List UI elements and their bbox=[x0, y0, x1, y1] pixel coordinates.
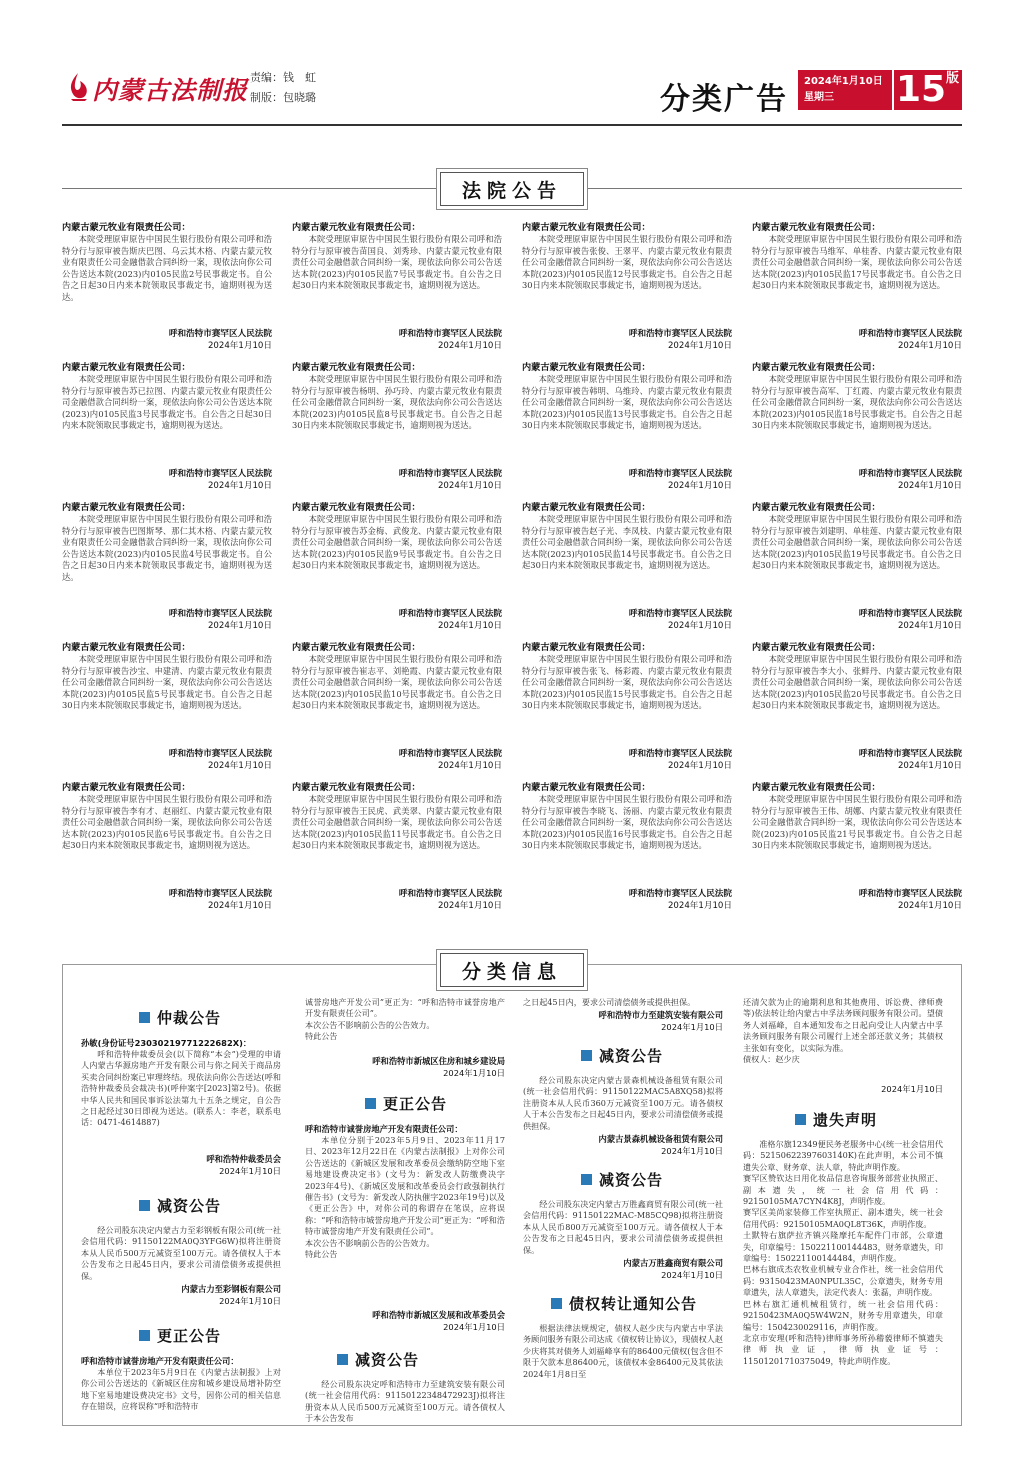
ad-body: 经公司股东决定内蒙古力至彩钢板有限公司(统一社会信用代码：91150122MA0Q3YFG6W)拟将注册资本从人民币500万元减资至100万元。请各债权人于本公告发布之日起45日内，要求公司清偿债务或提供担保。 bbox=[81, 1225, 281, 1281]
notice-addressee: 内蒙古蒙元牧业有限责任公司： bbox=[292, 362, 421, 373]
notice-date: 2024年1月10日 bbox=[897, 901, 962, 911]
issue-weekday: 星期三 bbox=[804, 92, 834, 103]
notice-body: 本院受理原审原告中国民生银行股份有限公司呼和浩特分行与原审被告沙宝、申建清、内蒙古蒙元牧业有限责任公司金融借款合同纠纷一案，现依法向你公司公告送达本院(2023)内0105民监5号民事裁定书。自公告之日起30日内来本院领取民事裁定书，逾期则视为送达。 bbox=[62, 654, 272, 711]
logo-text: 内蒙古法制报 bbox=[92, 76, 249, 105]
page-suffix: 版 bbox=[945, 71, 959, 86]
ad-signature: 呼和浩特市力至建筑安装有限公司 bbox=[598, 1010, 723, 1020]
issue-date: 2024年1月10日 bbox=[804, 76, 883, 87]
notice-date: 2024年1月10日 bbox=[667, 901, 732, 911]
page-number-box bbox=[894, 70, 962, 110]
court-notice bbox=[752, 502, 962, 642]
newspaper-logo[interactable] bbox=[62, 70, 249, 105]
court-section-banner bbox=[62, 172, 962, 206]
notice-court: 呼和浩特市赛罕区人民法院 bbox=[398, 469, 502, 479]
editor-line: 责编：钱 虹 bbox=[250, 71, 316, 84]
notice-court: 呼和浩特市赛罕区人民法院 bbox=[398, 889, 502, 899]
notice-court: 呼和浩特市赛罕区人民法院 bbox=[858, 609, 962, 619]
ad-body: 本单位于2023年5月9日在《内蒙古法制报》上对你公司公告送达的《新城区住房和城乡建设局增补防空地下室易地建设费决定书》文号，因你公司的相关信息存在错误，应将误称“呼和浩特市 bbox=[81, 1367, 281, 1412]
notice-addressee: 内蒙古蒙元牧业有限责任公司： bbox=[522, 642, 651, 653]
notice-body: 本院受理原审原告中国民生银行股份有限公司呼和浩特分行与原审被告李晓飞、汤丽、内蒙古蒙元牧业有限责任公司金融借款合同纠纷一案，现依法向你公司公告送达本院(2023)内0105民监16号民事裁定书。自公告之日起30日内来本院领取民事裁定书，逾期则视为送达。 bbox=[522, 794, 732, 851]
notice-date: 2024年1月10日 bbox=[437, 341, 502, 351]
court-notice bbox=[292, 222, 502, 362]
notice-body: 本院受理原审原告中国民生银行股份有限公司呼和浩特分行与原审被告张飞、杨彩霞、内蒙古蒙元牧业有限责任公司金融借款合同纠纷一案，现依法向你公司公告送达本院(2023)内0105民监15号民事裁定书。自公告之日起30日内来本院领取民事裁定书，逾期则视为送达。 bbox=[522, 654, 732, 711]
heading-square-icon bbox=[551, 1298, 562, 1309]
notice-court: 呼和浩特市赛罕区人民法院 bbox=[168, 469, 272, 479]
court-notice bbox=[752, 362, 962, 502]
ad-body: 本单位分别于2023年5月9日、2023年11月17日、2023年12月22日在《内蒙古法制报》上对你公司公告送达的《新城区发展和改革委员会缴纳防空地下室易地建设费决定书》(文号为：新发改人防缴费决字2023年4号)、《新城区发展和改革委员会行政强制执行催告书》(文号为：新发改人防执催字2023年19号)以及《更正公告》中，对你公司的称谓存在笔误，应将误称：“呼和浩特市城誉房地产开发公司”更正为：“呼和浩特市诚誉房地产开发有限责任公司”。 本次公告不影响前公告的公告效力。 特此公告 bbox=[305, 1135, 505, 1260]
ad-date: 2024年1月10日 bbox=[219, 1166, 281, 1176]
masthead-rule bbox=[62, 124, 962, 126]
ad-heading bbox=[523, 1043, 723, 1069]
notice-body: 本院受理原审原告中国民生银行股份有限公司呼和浩特分行与原审被告巴图斯琴、那仁其木格、内蒙古蒙元牧业有限责任公司金融借款合同纠纷一案，现依法向你公司公告送达本院(2023)内0105民监4号民事裁定书。自公告之日起30日内来本院领取民事裁定书，逾期则视为送达。 bbox=[62, 514, 272, 582]
ad-heading bbox=[81, 1323, 281, 1349]
ad-body: 呼和浩特仲裁委员会(以下简称“本会”)受理的申请人内蒙古华源房地产开发有限公司与你之间关于商品房买卖合同纠纷案已审理终结。现依法向你公告送达(呼和浩特仲裁委员会裁决书)(呼仲案字[2023]第2号)。依据中华人民共和国民事诉讼法第九十五条之规定，自公告之日起经过30日即视为送达。(联系人：李老，联系电话：0471-4614887) bbox=[81, 1049, 281, 1128]
notice-date: 2024年1月10日 bbox=[667, 621, 732, 631]
notice-date: 2024年1月10日 bbox=[207, 901, 272, 911]
ad-title: 减资公告 bbox=[157, 1197, 222, 1215]
ad-body: 根据法律法规规定，债权人赵少庆与内蒙古中孚法务顾问服务有限公司达成《债权转让协议》，现债权人赵少庆将其对债务人刘福峰享有的86400元债权(包含但不限于欠款本息86400元，该债权本金86400元及其依法2024年1月8日至 bbox=[523, 1323, 723, 1379]
notice-body: 本院受理原审原告中国民生银行股份有限公司呼和浩特分行与原审被告韩明、乌维玲、内蒙古蒙元牧业有限责任公司金融借款合同纠纷一案，现依法向你公司公告送达本院(2023)内0105民监13号民事裁定书。自公告之日起30日内来本院领取民事裁定书，逾期则视为送达。 bbox=[522, 374, 732, 431]
notice-court: 呼和浩特市赛罕区人民法院 bbox=[628, 469, 732, 479]
classified-column-4 bbox=[743, 997, 943, 1371]
court-notice bbox=[522, 222, 732, 362]
court-notice bbox=[62, 362, 272, 502]
heading-square-icon bbox=[139, 1200, 150, 1211]
ad-body-continued: 还清欠款为止的逾期利息和其他费用、诉讼费、律师费等)依法转让给内蒙古中孚法务顾问服务有限公司。望债务人刘福峰，自本通知发布之日起向受让人内蒙古中孚法务顾问服务有限公司履行上述全部还款义务；其债权主张如有变化，以实际为准。 债权人：赵少庆 bbox=[743, 997, 943, 1065]
ad-title: 减资公告 bbox=[599, 1047, 664, 1065]
heading-square-icon bbox=[139, 1330, 150, 1341]
notice-body: 本院受理原审原告中国民生银行股份有限公司呼和浩特分行与原审被告高军、丁红霞、内蒙古蒙元牧业有限责任公司金融借款合同纠纷一案，现依法向你公司公告送达本院(2023)内0105民监18号民事裁定书。自公告之日起30日内来本院领取民事裁定书，逾期则视为送达。 bbox=[752, 374, 962, 431]
notice-body: 本院受理原审原告中国民生银行股份有限公司呼和浩特分行与原审被告苏金梅、武俊龙、内蒙古蒙元牧业有限责任公司金融借款合同纠纷一案，现依法向你公司公告送达本院(2023)内0105民监9号民事裁定书。自公告之日起30日内来本院领取民事裁定书，逾期则视为送达。 bbox=[292, 514, 502, 571]
notice-court: 呼和浩特市赛罕区人民法院 bbox=[398, 329, 502, 339]
banner-frame bbox=[440, 953, 584, 987]
ad-date: 2024年1月10日 bbox=[219, 1296, 281, 1306]
court-section-title: 法院公告 bbox=[461, 180, 562, 202]
ad-signature: 内蒙古力至彩钢板有限公司 bbox=[181, 1284, 281, 1294]
notice-body: 本院受理原审原告中国民生银行股份有限公司呼和浩特分行与原审被告李有才、赵丽红、内蒙古蒙元牧业有限责任公司金融借款合同纠纷一案，现依法向你公司公告送达本院(2023)内0105民监6号民事裁定书。自公告之日起30日内来本院领取民事裁定书，逾期则视为送达。 bbox=[62, 794, 272, 851]
classified-column-1 bbox=[81, 997, 281, 1425]
ad-date: 2024年1月10日 bbox=[443, 1068, 505, 1078]
ad-title: 减资公告 bbox=[355, 1351, 420, 1369]
court-notice bbox=[292, 362, 502, 502]
heading-square-icon bbox=[365, 1098, 376, 1109]
notice-court: 呼和浩特市赛罕区人民法院 bbox=[628, 889, 732, 899]
court-notice bbox=[752, 222, 962, 362]
notice-addressee: 内蒙古蒙元牧业有限责任公司： bbox=[62, 642, 191, 653]
court-notice bbox=[752, 642, 962, 782]
ad-body: 准格尔旗12349便民务老服务中心(统一社会信用代码：52150622397603140K)在此声明，本公司不慎遗失公章、财务章、法人章，特此声明作废。 赛罕区赞钦达日用化妆品信息咨询服务部营业执照正、副本遗失，统一社会信用代码：92150105MA7CYN4K8J，声明作废。 赛罕区美尚家装修工作室执照正、副本遗失，统一社会信用代码：92150105MA0QL8T36K，声明作废。 土默特右旗萨拉齐镇兴隆摩托车配件门市部，公章遗失，印章编号：150221100144483，财务章遗失，印章编号：150221100144484，声明作废。 巴林右旗成杰农牧业机械专业合作社，统一社会信用代码：93150423MA0NPUL35C，公章遗失，财务专用章遗失，法人章遗失，法定代表人：张磊，声明作废。 巴林右旗汇通机械租赁行，统一社会信用代码：92150423MA0Q5W4W2N，财务专用章遗失，印章编号：1504230029116，声明作废。 北京市安理(呼和浩特)律师事务所孙稽藐律师不慎遗失律师执业证，律师执业证号：11501201710375049，特此声明作废。 bbox=[743, 1139, 943, 1366]
notice-addressee: 内蒙古蒙元牧业有限责任公司： bbox=[292, 502, 421, 513]
masthead bbox=[62, 64, 962, 116]
ad-title: 更正公告 bbox=[383, 1095, 448, 1113]
notice-addressee: 内蒙古蒙元牧业有限责任公司： bbox=[752, 222, 881, 233]
ad-title: 仲裁公告 bbox=[157, 1009, 222, 1027]
notice-body: 本院受理原审原告中国民生银行股份有限公司呼和浩特分行与原审被告刘建明、单桂莲、内蒙古蒙元牧业有限责任公司金融借款合同纠纷一案，现依法向你公司公告送达本院(2023)内0105民监19号民事裁定书。自公告之日起30日内来本院领取民事裁定书，逾期则视为送达。 bbox=[752, 514, 962, 571]
notice-court: 呼和浩特市赛罕区人民法院 bbox=[168, 889, 272, 899]
notice-body: 本院受理原审原告中国民生银行股份有限公司呼和浩特分行与原审被告赵子光、李凤枝、内蒙古蒙元牧业有限责任公司金融借款合同纠纷一案，现依法向你公司公告送达本院(2023)内0105民监14号民事裁定书。自公告之日起30日内来本院领取民事裁定书，逾期则视为送达。 bbox=[522, 514, 732, 571]
notice-body: 本院受理原审原告中国民生银行股份有限公司呼和浩特分行与原审被告苗国良、刘秀珍、内蒙古蒙元牧业有限责任公司金融借款合同纠纷一案，现依法向你公司公告送达本院(2023)内0105民监7号民事裁定书。自公告之日起30日内来本院领取民事裁定书，逾期则视为送达。 bbox=[292, 234, 502, 291]
ad-signature: 呼和浩特市新城区住房和城乡建设局 bbox=[372, 1056, 505, 1066]
ad-title: 更正公告 bbox=[157, 1327, 222, 1345]
notice-addressee: 内蒙古蒙元牧业有限责任公司： bbox=[522, 782, 651, 793]
ad-heading bbox=[305, 1091, 505, 1117]
ad-addressee: 呼和浩特市诚誉房地产开发有限责任公司： bbox=[305, 1124, 463, 1134]
court-column-1 bbox=[62, 222, 272, 922]
notice-date: 2024年1月10日 bbox=[437, 761, 502, 771]
producer-line: 制版：包晓璐 bbox=[250, 91, 316, 104]
heading-square-icon bbox=[337, 1354, 348, 1365]
ad-heading bbox=[743, 1107, 943, 1133]
notice-court: 呼和浩特市赛罕区人民法院 bbox=[628, 609, 732, 619]
notice-addressee: 内蒙古蒙元牧业有限责任公司： bbox=[522, 362, 651, 373]
court-column-2 bbox=[292, 222, 502, 922]
notice-date: 2024年1月10日 bbox=[207, 761, 272, 771]
ad-heading bbox=[523, 1167, 723, 1193]
ad-addressee: 呼和浩特市诚誉房地产开发有限责任公司： bbox=[81, 1356, 239, 1366]
notice-date: 2024年1月10日 bbox=[437, 481, 502, 491]
notice-body: 本院受理原审原告中国民生银行股份有限公司呼和浩特分行与原审被告张俊、王翠平、内蒙古蒙元牧业有限责任公司金融借款合同纠纷一案，现依法向你公司公告送达本院(2023)内0105民监12号民事裁定书。自公告之日起30日内来本院领取民事裁定书，逾期则视为送达。 bbox=[522, 234, 732, 291]
ad-heading bbox=[81, 1193, 281, 1219]
ad-body-continued: 诚誉房地产开发公司”更正为：“呼和浩特市诚誉房地产开发有限责任公司”。 本次公告不影响前公告的公告效力。 特此公告 bbox=[305, 997, 505, 1042]
section-title: 分类广告 bbox=[660, 82, 788, 117]
notice-addressee: 内蒙古蒙元牧业有限责任公司： bbox=[752, 642, 881, 653]
notice-body: 本院受理原审原告中国民生银行股份有限公司呼和浩特分行与原审被告马维军、单桂香、内蒙古蒙元牧业有限责任公司金融借款合同纠纷一案，现依法向你公司公告送达本院(2023)内0105民监17号民事裁定书。自公告之日起30日内来本院领取民事裁定书，逾期则视为送达。 bbox=[752, 234, 962, 291]
notice-addressee: 内蒙古蒙元牧业有限责任公司： bbox=[522, 222, 651, 233]
court-notice bbox=[292, 502, 502, 642]
notice-date: 2024年1月10日 bbox=[897, 761, 962, 771]
notice-addressee: 内蒙古蒙元牧业有限责任公司： bbox=[62, 362, 191, 373]
notice-addressee: 内蒙古蒙元牧业有限责任公司： bbox=[752, 782, 881, 793]
notice-body: 本院受理原审原告中国民生银行股份有限公司呼和浩特分行与原审被告崔志平、刘艳霞、内蒙古蒙元牧业有限责任公司金融借款合同纠纷一案，现依法向你公司公告送达本院(2023)内0105民监10号民事裁定书。自公告之日起30日内来本院领取民事裁定书，逾期则视为送达。 bbox=[292, 654, 502, 711]
ad-body: 经公司股东决定内蒙古景森机械设备租赁有限公司(统一社会信用代码：91150122MAC5A8XQ58)拟将注册资本从人民币360万元减资至100万元。请各债权人于本公告发布之日起45日内，要求公司清偿债务或提供担保。 bbox=[523, 1075, 723, 1131]
court-column-4 bbox=[752, 222, 962, 922]
classified-section bbox=[62, 961, 962, 1426]
court-notice bbox=[62, 782, 272, 922]
ad-signature: 内蒙古万胜鑫商贸有限公司 bbox=[623, 1258, 723, 1268]
notice-date: 2024年1月10日 bbox=[207, 481, 272, 491]
heading-square-icon bbox=[581, 1050, 592, 1061]
ad-body: 经公司股东决定内蒙古万胜鑫商贸有限公司(统一社会信用代码：91150122MAC-M85CQ98)拟将注册资本从人民币800万元减资至100万元。请各债权人于本公告发布之日起45日内，要求公司清偿债务或提供担保。 bbox=[523, 1199, 723, 1255]
court-notice bbox=[522, 642, 732, 782]
court-notice bbox=[62, 642, 272, 782]
notice-court: 呼和浩特市赛罕区人民法院 bbox=[168, 749, 272, 759]
notice-date: 2024年1月10日 bbox=[667, 761, 732, 771]
notice-date: 2024年1月10日 bbox=[207, 621, 272, 631]
notice-date: 2024年1月10日 bbox=[897, 481, 962, 491]
notice-body: 本院受理原审原告中国民生银行股份有限公司呼和浩特分行与原审被告李大小、张鲜丹、内蒙古蒙元牧业有限责任公司金融借款合同纠纷一案，现依法向你公司公告送达本院(2023)内0105民监20号民事裁定书。自公告之日起30日内来本院领取民事裁定书，逾期则视为送达。 bbox=[752, 654, 962, 711]
notice-addressee: 内蒙古蒙元牧业有限责任公司： bbox=[522, 502, 651, 513]
ad-heading bbox=[523, 1291, 723, 1317]
notice-body: 本院受理原审原告中国民生银行股份有限公司呼和浩特分行与原审被告斯庆巴图、乌云其木格、内蒙古蒙元牧业有限责任公司金融借款合同纠纷一案，现依法向你公司公告送达本院(2023)内0105民监2号民事裁定书。自公告之日起30日内来本院领取民事裁定书，逾期则视为送达。 bbox=[62, 234, 272, 302]
ad-body-continued: 之日起45日内，要求公司清偿债务或提供担保。 bbox=[523, 997, 696, 1007]
court-notice bbox=[522, 502, 732, 642]
notice-body: 本院受理原审原告中国民生银行股份有限公司呼和浩特分行与原审被告王民虎、武美翠、内蒙古蒙元牧业有限责任公司金融借款合同纠纷一案，现依法向你公司公告送达本院(2023)内0105民监11号民事裁定书。自公告之日起30日内来本院领取民事裁定书，逾期则视为送达。 bbox=[292, 794, 502, 851]
classified-section-banner bbox=[63, 955, 961, 989]
court-notice bbox=[62, 222, 272, 362]
notice-date: 2024年1月10日 bbox=[897, 621, 962, 631]
ad-date: 2024年1月10日 bbox=[661, 1146, 723, 1156]
banner-frame bbox=[440, 172, 584, 206]
ad-title: 遗失声明 bbox=[813, 1111, 878, 1129]
notice-court: 呼和浩特市赛罕区人民法院 bbox=[858, 469, 962, 479]
notice-court: 呼和浩特市赛罕区人民法院 bbox=[398, 749, 502, 759]
ad-date: 2024年1月10日 bbox=[443, 1322, 505, 1332]
notice-addressee: 内蒙古蒙元牧业有限责任公司： bbox=[752, 502, 881, 513]
notice-date: 2024年1月10日 bbox=[667, 341, 732, 351]
classified-section-title: 分类信息 bbox=[461, 961, 562, 983]
ad-signature: 呼和浩特市新城区发展和改革委员会 bbox=[372, 1310, 505, 1320]
ad-signature: 呼和浩特仲裁委员会 bbox=[206, 1154, 281, 1164]
heading-square-icon bbox=[139, 1012, 150, 1023]
notice-date: 2024年1月10日 bbox=[437, 901, 502, 911]
notice-date: 2024年1月10日 bbox=[897, 341, 962, 351]
notice-date: 2024年1月10日 bbox=[667, 481, 732, 491]
notice-addressee: 内蒙古蒙元牧业有限责任公司： bbox=[62, 222, 191, 233]
ad-body: 经公司股东决定呼和浩特市力至建筑安装有限公司(统一社会信用代码：91150122348472923J)拟将注册资本从人民币500万元减资至100万元。请各债权人于本公告发布 bbox=[305, 1379, 505, 1424]
court-notice bbox=[752, 782, 962, 922]
ad-title: 减资公告 bbox=[599, 1171, 664, 1189]
ad-addressee: 孙敏(身份证号23030219771222682X)： bbox=[81, 1038, 252, 1048]
editor-credits bbox=[250, 68, 316, 108]
notice-body: 本院受理原审原告中国民生银行股份有限公司呼和浩特分行与原审被告杨明、孙巧玲、内蒙古蒙元牧业有限责任公司金融借款合同纠纷一案，现依法向你公司公告送达本院(2023)内0105民监8号民事裁定书。自公告之日起30日内来本院领取民事裁定书，逾期则视为送达。 bbox=[292, 374, 502, 431]
notice-addressee: 内蒙古蒙元牧业有限责任公司： bbox=[292, 642, 421, 653]
court-notice bbox=[522, 362, 732, 502]
notice-date: 2024年1月10日 bbox=[437, 621, 502, 631]
notice-court: 呼和浩特市赛罕区人民法院 bbox=[858, 749, 962, 759]
flame-logo-icon bbox=[66, 72, 90, 102]
notice-addressee: 内蒙古蒙元牧业有限责任公司： bbox=[62, 502, 191, 513]
notice-addressee: 内蒙古蒙元牧业有限责任公司： bbox=[62, 782, 191, 793]
ad-date: 2024年1月10日 bbox=[661, 1270, 723, 1280]
ad-title: 债权转让通知公告 bbox=[569, 1295, 698, 1313]
notice-date: 2024年1月10日 bbox=[207, 341, 272, 351]
court-notice bbox=[522, 782, 732, 922]
notice-addressee: 内蒙古蒙元牧业有限责任公司： bbox=[292, 222, 421, 233]
notice-addressee: 内蒙古蒙元牧业有限责任公司： bbox=[292, 782, 421, 793]
heading-square-icon bbox=[581, 1174, 592, 1185]
notice-body: 本院受理原审原告中国民生银行股份有限公司呼和浩特分行与原审被告苏已拉图、内蒙古蒙元牧业有限责任公司金融借款合同纠纷一案，现依法向你公司公告送达本院(2023)内0105民监3号民事裁定书。自公告之日起30日内来本院领取民事裁定书，逾期则视为送达。 bbox=[62, 374, 272, 431]
issue-date-box bbox=[798, 70, 892, 110]
ad-date: 2024年1月10日 bbox=[881, 1084, 943, 1094]
notice-court: 呼和浩特市赛罕区人民法院 bbox=[858, 329, 962, 339]
court-notice bbox=[292, 782, 502, 922]
court-notices bbox=[62, 222, 962, 928]
heading-square-icon bbox=[795, 1114, 806, 1125]
notice-addressee: 内蒙古蒙元牧业有限责任公司： bbox=[752, 362, 881, 373]
notice-court: 呼和浩特市赛罕区人民法院 bbox=[628, 329, 732, 339]
classified-column-2 bbox=[305, 997, 505, 1425]
notice-court: 呼和浩特市赛罕区人民法院 bbox=[858, 889, 962, 899]
classified-column-3 bbox=[523, 997, 723, 1393]
page-number: 15 bbox=[896, 69, 947, 110]
ad-signature: 内蒙古景森机械设备租赁有限公司 bbox=[598, 1134, 723, 1144]
notice-court: 呼和浩特市赛罕区人民法院 bbox=[168, 329, 272, 339]
ad-heading bbox=[305, 1347, 505, 1373]
court-column-3 bbox=[522, 222, 732, 922]
court-notice bbox=[292, 642, 502, 782]
ad-heading bbox=[81, 1005, 281, 1031]
notice-court: 呼和浩特市赛罕区人民法院 bbox=[168, 609, 272, 619]
ad-date: 2024年1月10日 bbox=[661, 1022, 723, 1032]
court-notice bbox=[62, 502, 272, 642]
notice-body: 本院受理原审原告中国民生银行股份有限公司呼和浩特分行与原审被告王伟、胡娜、内蒙古蒙元牧业有限责任公司金融借款合同纠纷一案，现依法向你公司公告送达本院(2023)内0105民监21号民事裁定书。自公告之日起30日内来本院领取民事裁定书，逾期则视为送达。 bbox=[752, 794, 962, 851]
notice-court: 呼和浩特市赛罕区人民法院 bbox=[398, 609, 502, 619]
notice-court: 呼和浩特市赛罕区人民法院 bbox=[628, 749, 732, 759]
